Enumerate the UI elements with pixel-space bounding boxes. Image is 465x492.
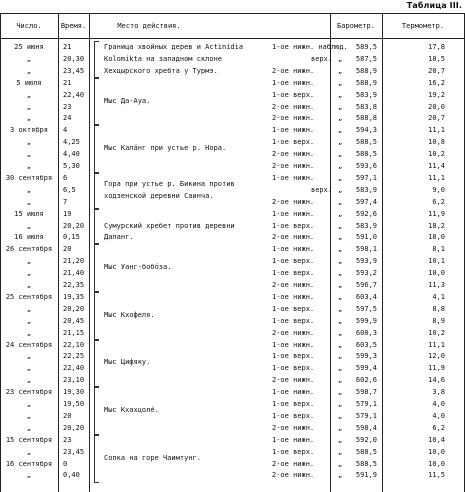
level-cell: 1-ое нижн. [272,388,315,397]
level-cell: 1-ое верх. [272,316,315,325]
time-cell: 4,40 [63,150,80,159]
time-cell: 0,40 [63,471,80,480]
ditto-mark: „ [338,400,343,408]
barometer-cell: 579,1 [355,411,377,420]
place-line: Сопка на горе Чаимтунг. [104,453,201,462]
thermometer-cell: 20,0 [428,102,445,111]
ditto-mark: „ [338,66,343,75]
thermometer-cell: 8,1 [432,245,445,254]
ditto-mark: „ [338,388,343,397]
header-time: Время. [60,21,87,30]
header-divider [0,38,465,39]
place-line: ходзенской деревни Саинча. [104,191,214,200]
level-cell: 1-ое верх. [272,364,315,373]
time-cell: 19,50 [63,400,85,408]
ditto-mark: „ [338,138,343,147]
date-cell: 16 июля [14,233,44,242]
date-cell: „ [26,352,32,361]
level-cell: 2-ое нижн. [272,233,315,242]
level-cell: 1-ое верх. [272,269,315,278]
group-bracket [94,434,99,484]
ditto-mark: „ [338,316,343,325]
time-cell: 23,10 [63,376,85,385]
ditto-mark: „ [338,126,343,135]
barometer-cell: 599,4 [355,364,377,373]
thermometer-cell: 11,1 [428,340,445,349]
date-cell: „ [26,90,32,99]
thermometer-cell: 20,7 [428,66,445,75]
level-cell: 1-ое верх. [272,257,315,266]
time-cell: 20,20 [63,221,85,230]
thermometer-cell: 8,8 [432,304,445,313]
barometer-cell: 602,6 [355,376,377,385]
barometer-cell: 600,3 [355,328,377,337]
thermometer-cell: 11,1 [428,173,445,182]
ditto-mark: „ [338,435,343,444]
time-cell: 19,30 [63,388,85,397]
level-cell: 1-ое верх. [272,400,315,408]
thermometer-cell: 10,0 [428,447,445,456]
time-cell: 7 [63,197,68,206]
time-cell: 4,25 [63,138,80,147]
barometer-cell: 589,5 [355,43,377,51]
ditto-mark: „ [338,233,343,242]
ditto-mark: „ [338,245,343,254]
date-cell: 25 июня [14,43,44,51]
place-line: Мыс Калáнг при устье р. Нора. [104,144,227,153]
barometer-cell: 598,4 [355,423,377,432]
level-cell: 2-ое нижн. [272,471,315,480]
level-cell: 1-ое верх. [272,304,315,313]
date-cell: 30 сентября [5,173,53,182]
thermometer-cell: 8,9 [432,316,445,325]
thermometer-cell: 11,3 [428,281,445,289]
level-cell: 1-ое верх. [272,138,315,147]
ditto-mark: „ [338,459,343,468]
header-date: Число. [16,21,42,30]
ditto-mark: „ [338,197,343,206]
level-cell: 2-ое нижн. [272,376,315,385]
column-divider [58,13,59,492]
date-cell: „ [26,400,32,408]
header-thermometer: Термометр. [401,21,445,30]
ditto-mark: „ [338,364,343,373]
level-cell: 2-ое нижн. [272,150,315,159]
ditto-mark: „ [338,209,343,218]
ditto-mark: „ [338,352,343,361]
date-cell: „ [26,281,32,289]
level-cell: 2-ое нижн. [272,281,315,289]
thermometer-cell: 3,8 [432,388,445,397]
level-cell: 2-ое нижн. [272,423,315,432]
time-cell: 20,30 [63,54,85,63]
date-cell: „ [26,114,32,123]
barometer-cell: 592,6 [355,209,377,218]
ditto-mark: „ [338,304,343,313]
date-cell: „ [26,185,32,194]
barometer-cell: 596,7 [355,281,377,289]
barometer-cell: 591,0 [355,233,377,242]
place-line: Мыс Кхофеля. [104,310,155,319]
level-cell: 1-ое верх. [272,411,315,420]
ditto-mark: „ [338,447,343,456]
thermometer-cell: 4,0 [432,400,445,408]
level-cell: 1-ое нижн. [272,435,315,444]
barometer-cell: 599,3 [355,352,377,361]
date-cell: „ [26,447,32,456]
thermometer-cell: 4,0 [432,411,445,420]
level-cell: 2-ое нижн. [272,66,315,75]
ditto-mark: „ [338,54,343,63]
place-line: Даланг. [104,233,134,242]
group-bracket [94,291,99,341]
barometer-cell: 588,5 [355,459,377,468]
group-bracket [94,77,99,127]
ditto-mark: „ [338,90,343,99]
time-cell: 20,20 [63,304,85,313]
place-line: Мыс Да-Ауа. [104,96,151,105]
thermometer-cell: 6,2 [432,423,445,432]
place-line: Мыс Цифяку. [104,358,151,367]
group-bracket [94,386,99,436]
date-cell: 3 октября [10,126,48,135]
time-cell: 6 [63,173,68,182]
time-cell: 0 [63,459,68,468]
barometer-cell: 597,1 [355,173,377,182]
time-cell: 5,30 [63,162,80,170]
place-line: Мыс Уанг-бобóза. [104,263,172,272]
date-cell: 5 июля [16,78,42,87]
level-cell: 1-ое верх. [272,221,315,230]
level-cell: 1-ое нижн. наблюд. [272,43,348,51]
header-barometer: Барометр. [337,21,375,30]
level-cell: 1-ое верх. [272,447,315,456]
time-cell: 22,35 [63,281,85,289]
barometer-cell: 583,9 [355,185,377,194]
ditto-mark: „ [338,78,343,87]
level-cell: 1-ое нижн. [272,126,315,135]
date-cell: „ [26,364,32,373]
ditto-mark: „ [338,328,343,337]
ditto-mark: „ [338,340,343,349]
place-line: Гора при устье р. Бикина против [104,179,235,188]
barometer-cell: 588,5 [355,447,377,456]
date-cell: 16 сентября [5,459,53,468]
ditto-mark: „ [338,281,343,289]
date-cell: 15 июля [14,209,44,218]
level-cell: 2-ое нижн. [272,162,315,170]
thermometer-cell: 12,0 [428,352,445,361]
date-cell: „ [26,411,32,420]
place-line: Мыс Кхахцолé. [104,405,159,414]
ditto-mark: „ [338,162,343,170]
time-cell: 6,5 [63,185,76,194]
level-cell: 1-ое нижн. [272,209,315,218]
column-divider [89,13,90,492]
level-cell: 1-ое нижн. [272,78,315,87]
time-cell: 23 [63,102,72,111]
barometer-cell: 591,9 [355,471,377,480]
date-cell: 26 сентября [5,245,53,254]
date-cell: „ [26,197,32,206]
date-cell: „ [26,54,32,63]
barometer-cell: 603,5 [355,340,377,349]
ditto-mark: „ [338,114,343,123]
thermometer-cell: 6,2 [432,197,445,206]
thermometer-cell: 11,9 [428,364,445,373]
barometer-cell: 603,4 [355,292,377,301]
barometer-cell: 588,9 [355,66,377,75]
time-cell: 22,25 [63,352,85,361]
level-cell: 1-ое нижн. [272,340,315,349]
thermometer-cell: 18,2 [428,221,445,230]
barometer-cell: 588,9 [355,78,377,87]
place-line: Хехцырского хребта у Турмэ. [104,66,218,75]
level-cell: 2-ое нижн. [272,328,315,337]
barometer-cell: 597,4 [355,197,377,206]
level-cell: 1-ое нижн. [272,173,315,182]
time-cell: 22,40 [63,90,85,99]
thermometer-cell: 11,4 [428,162,445,170]
date-cell: 15 сентября [5,435,53,444]
barometer-cell: 588,5 [355,150,377,159]
date-cell: „ [26,150,32,159]
thermometer-cell: 11,5 [428,471,445,480]
date-cell: „ [26,66,32,75]
thermometer-cell: 10,2 [428,150,445,159]
thermometer-cell: 20,7 [428,114,445,123]
barometer-cell: 593,6 [355,162,377,170]
date-cell: „ [26,316,32,325]
level-cell: 1-ое верх. [272,90,315,99]
barometer-cell: 579,1 [355,400,377,408]
data-table [0,13,465,492]
barometer-cell: 597,5 [355,304,377,313]
ditto-mark: „ [338,269,343,278]
level-cell: 2-ое нижн. [272,102,315,111]
level-cell: 2-ое нижн. [272,197,315,206]
barometer-cell: 583,9 [355,90,377,99]
place-line: Сумурский хребет против деревни [104,221,235,230]
level-cell: верх. [311,185,333,194]
group-bracket [94,172,99,210]
ditto-mark: „ [338,423,343,432]
thermometer-cell: 14,6 [428,376,445,385]
time-cell: 20,20 [63,423,85,432]
date-cell: „ [26,304,32,313]
time-cell: 4 [63,126,68,135]
thermometer-cell: 11,1 [428,126,445,135]
level-cell: 2-ое нижн. [272,459,315,468]
date-cell: „ [26,257,32,266]
time-cell: 0,15 [63,233,80,242]
thermometer-cell: 10,4 [428,435,445,444]
date-cell: 25 сентября [5,292,53,301]
barometer-cell: 594,3 [355,126,377,135]
thermometer-cell: 19,2 [428,90,445,99]
thermometer-cell: 10,2 [428,328,445,337]
barometer-cell: 588,5 [355,138,377,147]
ditto-mark: „ [338,221,343,230]
date-cell: „ [26,138,32,147]
time-cell: 19 [63,209,72,218]
thermometer-cell: 18,0 [428,233,445,242]
date-cell: „ [26,423,32,432]
time-cell: 20 [63,411,72,420]
thermometer-cell: 10,8 [428,138,445,147]
date-cell: „ [26,221,32,230]
group-bracket [94,339,99,389]
level-cell: 2-ое нижн. [272,114,315,123]
ditto-mark: „ [338,173,343,182]
ditto-mark: „ [338,102,343,111]
place-line: Граница хвойных дерев и Actinidia [104,43,244,51]
thermometer-cell: 9,0 [432,185,445,194]
group-bracket [94,243,99,293]
barometer-cell: 592,0 [355,435,377,444]
time-cell: 24 [63,114,72,123]
group-bracket [94,208,99,246]
date-cell: „ [26,471,32,480]
thermometer-cell: 10,0 [428,269,445,278]
place-line: Kolomikta на западном склоне [104,54,223,63]
date-cell: „ [26,162,32,170]
thermometer-cell: 4,1 [432,292,445,301]
barometer-cell: 588,8 [355,114,377,123]
level-cell: 1-ое нижн. [272,292,315,301]
header-place: Место действия. [117,21,181,30]
barometer-cell: 587,5 [355,54,377,63]
time-cell: 21,40 [63,269,85,278]
date-cell: „ [26,269,32,278]
ditto-mark: „ [338,185,343,194]
barometer-cell: 583,9 [355,221,377,230]
time-cell: 21 [63,43,72,51]
level-cell: 1-ое верх. [272,352,315,361]
time-cell: 22,10 [63,340,85,349]
group-bracket [94,41,99,79]
thermometer-cell: 18,5 [428,54,445,63]
barometer-cell: 598,1 [355,245,377,254]
thermometer-cell: 11,9 [428,209,445,218]
ditto-mark: „ [338,376,343,385]
time-cell: 20,45 [63,316,85,325]
time-cell: 20 [63,245,72,254]
ditto-mark: „ [338,150,343,159]
thermometer-cell: 10,1 [428,257,445,266]
table-caption: Таблица III. [406,1,462,10]
ditto-mark: „ [338,292,343,301]
time-cell: 21,20 [63,257,85,266]
barometer-cell: 598,7 [355,388,377,397]
date-cell: „ [26,102,32,111]
thermometer-cell: 10,0 [428,459,445,468]
level-cell: верх. [311,54,333,63]
time-cell: 21,15 [63,328,85,337]
time-cell: 23,45 [63,447,85,456]
barometer-cell: 583,8 [355,102,377,111]
barometer-cell: 593,2 [355,269,377,278]
time-cell: 21 [63,78,72,87]
level-cell: 1-ое нижн. [272,245,315,254]
ditto-mark: „ [338,411,343,420]
date-cell: „ [26,376,32,385]
thermometer-cell: 17,8 [428,43,445,51]
time-cell: 19,35 [63,292,85,301]
barometer-cell: 593,9 [355,257,377,266]
time-cell: 23 [63,435,72,444]
date-cell: 23 сентября [5,388,53,397]
date-cell: „ [26,328,32,337]
barometer-cell: 599,9 [355,316,377,325]
ditto-mark: „ [338,257,343,266]
thermometer-cell: 16,2 [428,78,445,87]
ditto-mark: „ [338,471,343,480]
group-bracket [94,124,99,174]
time-cell: 22,40 [63,364,85,373]
time-cell: 23,45 [63,66,85,75]
date-cell: 24 сентября [5,340,53,349]
